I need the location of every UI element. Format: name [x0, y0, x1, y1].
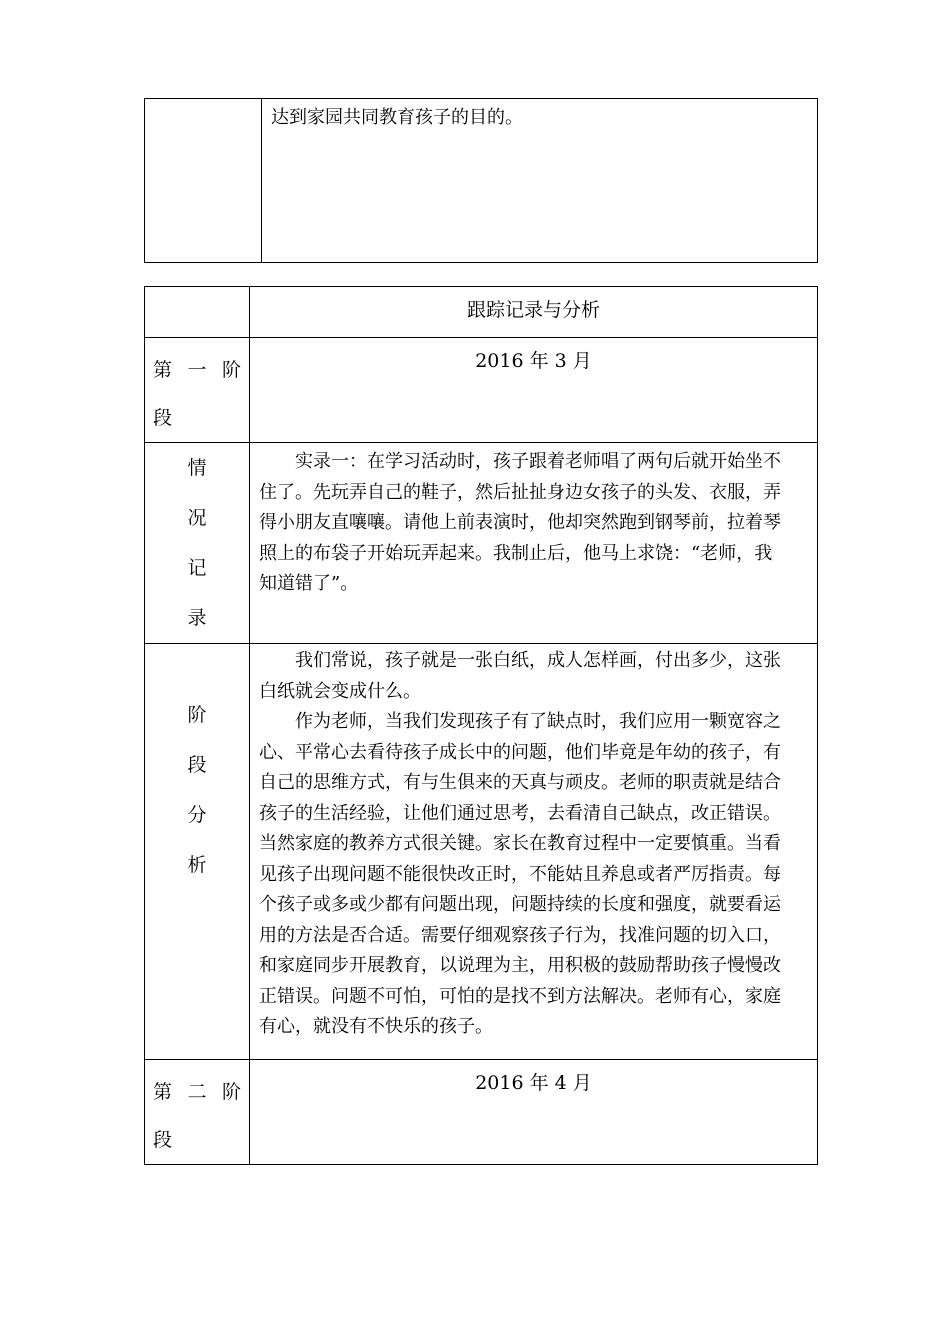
stage2-label-char: 段: [153, 1129, 173, 1151]
stage2-label: [145, 1060, 249, 1164]
stage2-label-cell: [145, 1060, 250, 1165]
analysis-label-cell: [145, 644, 250, 1060]
analysis-label: [145, 644, 249, 890]
stage2-date-cell: [250, 1060, 818, 1165]
analysis-line: 见孩子出现问题不能很快改正时，不能姑且养息或者严厉指责。每: [259, 863, 781, 885]
analysis-line: 我们常说，孩子就是一张白纸，成人怎样画，付出多少，这张: [295, 650, 781, 671]
record-content-cell: [250, 443, 818, 644]
analysis-line: 有心，就没有不快乐的孩子。: [259, 1016, 493, 1037]
analysis-label-char: 段: [187, 754, 207, 776]
stage1-label-char: 第: [153, 359, 173, 381]
stage2-label-char: 二: [187, 1081, 207, 1103]
stage1-date: 2016 年 3 月: [475, 350, 592, 372]
stage1-label-cell: [145, 338, 250, 443]
stage2-label-char: 阶: [221, 1081, 241, 1103]
analysis-line: 当然家庭的教养方式很关键。家长在教育过程中一定要慎重。当看: [259, 833, 781, 854]
top-table-content-cell: [262, 99, 818, 263]
record-line: 照上的布袋子开始玩弄起来。我制止后，他马上求饶：“老师，我: [259, 542, 773, 564]
stage1-label-char: 阶: [221, 359, 241, 381]
stage1-label-char: 一: [187, 359, 207, 381]
stage2-date: 2016 年 4 月: [475, 1072, 592, 1094]
header-title-cell: [250, 287, 818, 338]
record-label-cell: [145, 443, 250, 644]
analysis-label-char: 析: [187, 854, 207, 876]
stage1-label: [145, 338, 249, 442]
analysis-line: 自己的思维方式，有与生俱来的天真与顽皮。老师的职责就是结合: [259, 772, 781, 793]
analysis-line: 心、平常心去看待孩子成长中的问题，他们毕竟是年幼的孩子，有: [259, 741, 781, 763]
top-table-text: 达到家园共同教育孩子的目的。: [271, 107, 523, 128]
stage2-label-char: 第: [153, 1081, 173, 1103]
top-table: [144, 98, 818, 263]
stage1-date-cell: [250, 338, 818, 443]
analysis-line: 作为老师，当我们发现孩子有了缺点时，我们应用一颗宽容之: [295, 711, 781, 732]
tracking-table: [144, 286, 818, 1165]
analysis-content-cell: [250, 644, 818, 1060]
table-title: 跟踪记录与分析: [466, 299, 600, 321]
analysis-line: 个孩子或多或少都有问题出现，问题持续的长度和强度，就要看运: [259, 894, 781, 915]
analysis-label-char: 阶: [187, 704, 207, 726]
record-label: [145, 443, 249, 643]
analysis-line: 白纸就会变成什么。: [259, 680, 421, 702]
analysis-paragraph-1: [250, 644, 817, 707]
record-line: 住了。先玩弄自己的鞋子，然后扯扯身边女孩子的头发、衣服，弄: [259, 481, 781, 503]
analysis-paragraph-2: [250, 707, 817, 1043]
record-label-char: 情: [187, 457, 207, 479]
analysis-line: 和家庭同步开展教育，以说理为主，用积极的鼓励帮助孩子慢慢改: [259, 955, 781, 976]
record-paragraph: [250, 443, 817, 600]
top-table-label-cell: [145, 99, 262, 263]
analysis-label-char: 分: [187, 804, 207, 826]
record-label-char: 况: [187, 507, 207, 529]
record-line: 得小朋友直嚷嚷。请他上前表演时，他却突然跑到钢琴前，拉着琴: [259, 512, 781, 533]
record-line: 实录一：在学习活动时，孩子跟着老师唱了两句后就开始坐不: [295, 451, 781, 472]
stage1-label-char: 段: [153, 407, 173, 429]
record-label-char: 记: [187, 557, 207, 579]
record-label-char: 录: [187, 607, 207, 629]
analysis-line: 正错误。问题不可怕，可怕的是找不到方法解决。老师有心，家庭: [259, 985, 781, 1007]
analysis-line: 孩子的生活经验，让他们通过思考，去看清自己缺点，改正错误。: [259, 802, 781, 824]
record-line: 知道错了”。: [259, 573, 359, 594]
header-label-cell: [145, 287, 250, 338]
analysis-line: 用的方法是否合适。需要仔细观察孩子行为，找准问题的切入口，: [259, 924, 781, 946]
